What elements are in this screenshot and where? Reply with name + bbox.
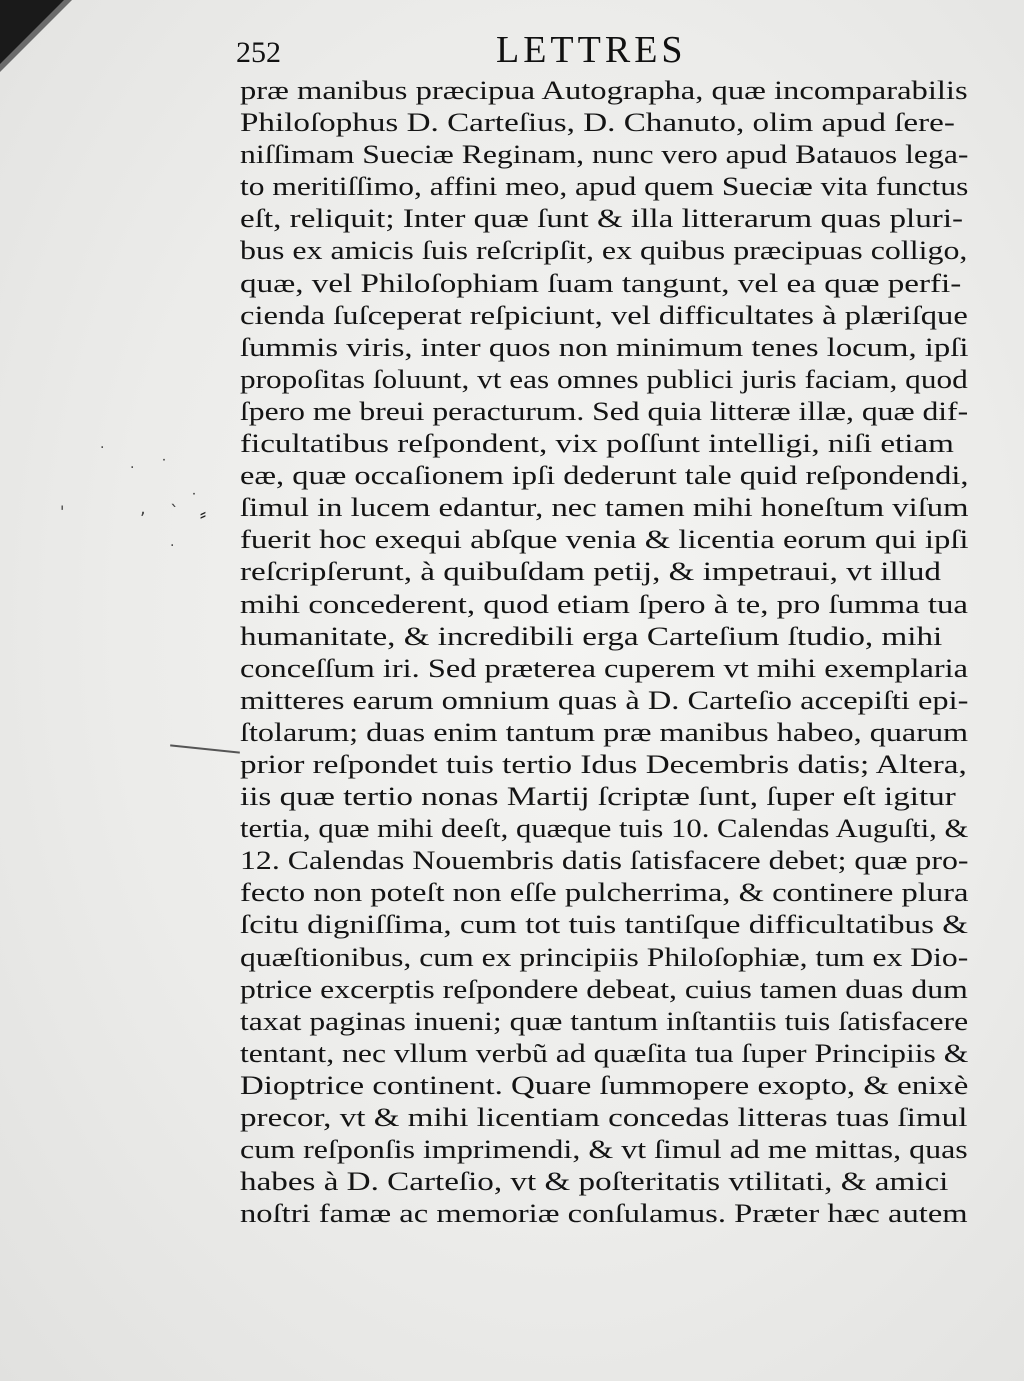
text-line: tertia, quæ mihi deeſt, quæque tuis 10. Calendas Auguſti, & [240, 813, 969, 844]
margin-speck: ' [60, 502, 65, 521]
text-line: ſimul in lucem edantur, nec tamen mihi honeſtum viſum [240, 492, 969, 523]
text-line: habes à D. Carteſio, vt & poſteritatis vtilitati, & amici [240, 1166, 949, 1197]
text-line: cum reſponſis imprimendi, & vt ſimul ad me mittas, quas [240, 1134, 968, 1165]
pencil-stroke [170, 744, 240, 753]
margin-speck: · [100, 440, 105, 456]
text-line: fecto non poteſt non eſſe pulcherrima, & continere plura [240, 877, 969, 908]
text-line: conceſſum iri. Sed præterea cuperem vt mihi exemplaria [240, 652, 969, 683]
text-line: niſſimam Sueciæ Reginam, nunc vero apud Batauos lega- [240, 139, 969, 170]
text-line: ficultatibus reſpondent, vix poſſunt intelligi, niſi etiam [240, 428, 954, 459]
margin-marks [40, 420, 240, 660]
text-line: propoſitas ſoluunt, vt eas omnes publici juris faciam, quod [240, 363, 968, 394]
margin-speck: ˙ [190, 490, 198, 509]
page-header [236, 26, 976, 76]
text-line: eæ, quæ occaſionem ipſi dederunt tale quid reſpondendi, [240, 460, 969, 491]
text-line: precor, vt & mihi licentiam concedas litteras tuas ſimul [240, 1102, 968, 1132]
text-line: humanitate, & incredibili erga Carteſium ſtudio, mihi [240, 620, 943, 651]
text-line: ſcitu digniſſima, cum tot tuis tantiſque difficultatibus & [240, 909, 969, 940]
page-corner-dark [0, 0, 64, 64]
margin-speck: ˙ [160, 456, 168, 475]
pen-mark-icon: ⸗ [200, 504, 206, 525]
text-line: quæ, vel Philoſophiam ſuam tangunt, vel ea quæ perfi- [240, 267, 962, 298]
text-line: mihi concederent, quod etiam ſpero à te, pro ſumma tua [240, 588, 968, 619]
running-head: LETTRES [496, 29, 687, 71]
margin-speck: , [140, 498, 146, 519]
margin-speck: ` [170, 502, 179, 523]
text-line: ſummis viris, inter quos non minimum tenes locum, ipſi [240, 331, 969, 362]
text-line: noſtri famæ ac memoriæ conſulamus. Præter hæc autem [240, 1198, 968, 1229]
text-line: 12. Calendas Nouembris datis ſatisfacere debet; quæ pro- [240, 845, 969, 876]
margin-speck: · [170, 538, 175, 554]
text-line: taxat paginas inueni; quæ tantum inſtantiis tuis ſatisfacere [240, 1005, 969, 1036]
text-line: Dioptrice continent. Quare ſummopere exopto, & enixè [240, 1069, 969, 1100]
page-number: 252 [236, 36, 281, 69]
text-line: iis quæ tertio nonas Martij ſcriptæ ſunt, ſuper eſt igitur [240, 781, 956, 812]
text-line: cienda ſuſceperat reſpiciunt, vel difficultates à plæriſque [240, 299, 968, 330]
text-line: tentant, nec vllum verbũ ad quæſita tua ſuper Principiis & [240, 1037, 969, 1068]
text-line: ſpero me breui peracturum. Sed quia litteræ illæ, quæ dif- [240, 395, 969, 426]
text-line: quæſtionibus, cum ex principiis Philoſophiæ, tum ex Dio- [240, 941, 969, 972]
text-line: ptrice excerptis reſpondere debeat, cuius tamen duas dum [240, 973, 968, 1004]
text-line: fuerit hoc exequi abſque venia & licentia eorum qui ipſi [240, 524, 969, 555]
margin-speck: · [130, 460, 135, 476]
text-line: Philoſophus D. Carteſius, D. Chanuto, olim apud ſere- [240, 107, 955, 138]
text-line: præ manibus præcipua Autographa, quæ incomparabilis [240, 75, 968, 105]
body-text [240, 74, 970, 1229]
text-line: bus ex amicis ſuis reſcripſit, ex quibus præcipuas colligo, [240, 235, 968, 266]
text-line: mitteres earum omnium quas à D. Carteſio accepiſti epi- [240, 684, 969, 715]
text-line: to meritiſſimo, affini meo, apud quem Sueciæ vita functus [240, 171, 969, 202]
text-line: ſtolarum; duas enim tantum præ manibus habeo, quarum [240, 716, 969, 747]
text-line: prior reſpondet tuis tertio Idus Decembris datis; Altera, [240, 748, 967, 779]
text-line: eſt, reliquit; Inter quæ ſunt & illa litterarum quas pluri- [240, 203, 964, 234]
text-line: reſcripſerunt, à quibuſdam petij, & impetraui, vt illud [240, 556, 941, 587]
